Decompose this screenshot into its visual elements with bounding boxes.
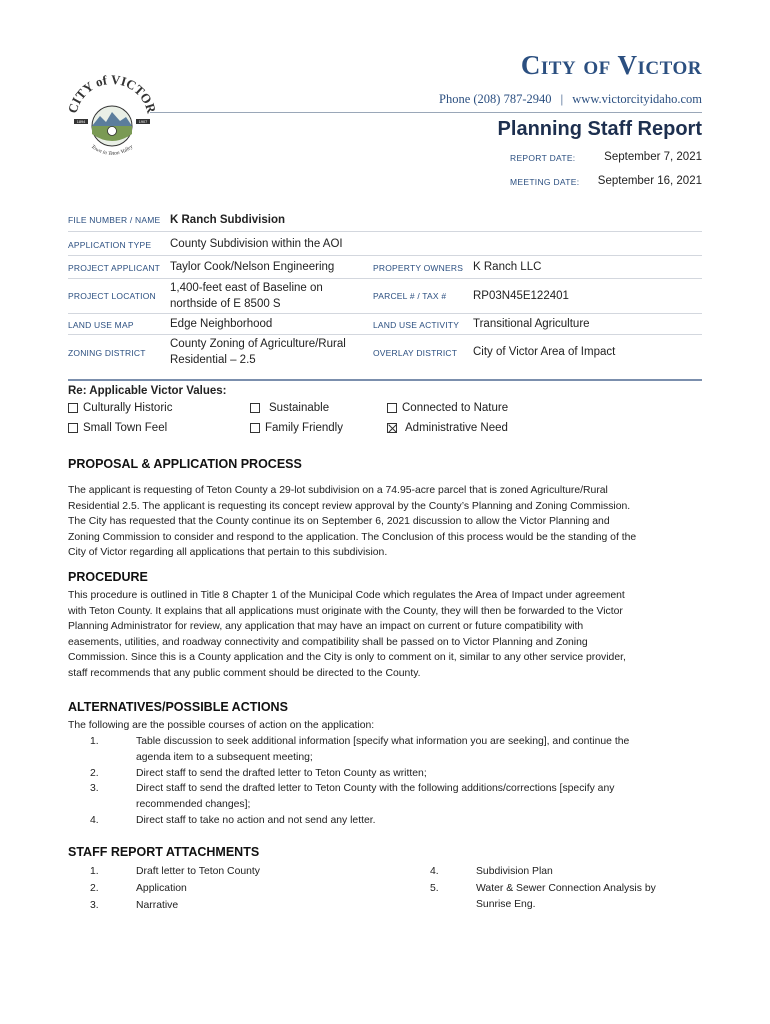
checkbox-label: Small Town Feel — [83, 422, 168, 434]
report-date-value: September 7, 2021 — [604, 151, 702, 163]
procedure-heading: PROCEDURE — [68, 570, 148, 584]
list-number: 5. — [430, 883, 439, 894]
attachment-item: Application — [136, 883, 187, 894]
table-divider — [68, 313, 702, 314]
logo-arc-text: CITY of VICTOR — [64, 71, 160, 115]
report-date-label: REPORT DATE: — [510, 153, 576, 163]
project-location-label: PROJECT LOCATION — [68, 291, 156, 301]
land-use-map-value: Edge Neighborhood — [170, 318, 273, 330]
table-divider — [68, 231, 702, 232]
property-owners-value: K Ranch LLC — [473, 261, 542, 273]
checkbox-label: Family Friendly — [265, 422, 343, 434]
list-number: 4. — [430, 866, 439, 877]
meeting-date-label: MEETING DATE: — [510, 177, 580, 187]
attachment-item: Draft letter to Teton County — [136, 866, 260, 877]
proposal-paragraph — [68, 483, 702, 561]
paragraph-line: The City has requested that the County continue its on September 6, 2021 discussion to allow the Victor Planning and — [68, 516, 610, 528]
overlay-district-value: City of Victor Area of Impact — [473, 346, 616, 358]
checkbox-box[interactable] — [250, 403, 260, 413]
checkbox-label: Connected to Nature — [402, 402, 509, 414]
application-type-label: APPLICATION TYPE — [68, 240, 152, 250]
attachments-heading: STAFF REPORT ATTACHMENTS — [68, 845, 260, 859]
paragraph-line: staff recommends that any public comment should be directed to the County. — [68, 667, 421, 679]
property-owners-label: PROPERTY OWNERS — [373, 263, 464, 273]
project-location-line2: northside of E 8500 S — [170, 298, 281, 310]
value-checkbox-connected-to-nature[interactable] — [387, 402, 508, 414]
list-item-line: Table discussion to seek additional information [specify what information you are seeking], and continue the — [136, 736, 630, 747]
list-item-line: Water & Sewer Connection Analysis by — [476, 883, 656, 894]
checkbox-label: Sustainable — [269, 402, 330, 414]
alternatives-intro: The following are the possible courses of action on the application: — [68, 720, 375, 731]
logo-year-left: 1894 — [76, 120, 86, 124]
city-seal-logo — [62, 68, 162, 168]
value-checkbox-culturally-historic[interactable] — [68, 402, 172, 414]
meeting-date-value: September 16, 2021 — [597, 175, 702, 187]
proposal-heading: PROPOSAL & APPLICATION PROCESS — [68, 457, 302, 471]
paragraph-line: This procedure is outlined in Title 8 Chapter 1 of the Municipal Code which regulates the Area of Impact under agreement — [68, 590, 625, 601]
list-number: 4. — [90, 815, 99, 826]
table-divider — [68, 278, 702, 279]
contact-line — [439, 92, 702, 107]
paragraph-line: Commission. Since this is a County application and the City is only to comment on it, similar to any other service provider, — [68, 652, 626, 664]
checkbox-box[interactable] — [68, 403, 78, 413]
list-item-line: Direct staff to send the drafted letter to Teton County with the following additions/corrections [specify any — [136, 783, 615, 794]
checkbox-box[interactable] — [387, 403, 397, 413]
zoning-district-label: ZONING DISTRICT — [68, 348, 146, 358]
zoning-district-line2: Residential – 2.5 — [170, 354, 256, 366]
city-name: City of Victor — [520, 50, 702, 80]
zoning-district-line1: County Zoning of Agriculture/Rural — [170, 338, 346, 350]
logo-year-right: 1907 — [138, 120, 148, 124]
paragraph-line: Zoning Commission to consider and respond to the application. The Conclusion of this process would be the standing of the — [68, 531, 637, 543]
list-number: 2. — [90, 768, 99, 779]
list-number: 2. — [90, 883, 99, 894]
checkbox-box[interactable] — [250, 423, 260, 433]
alternatives-heading: ALTERNATIVES/POSSIBLE ACTIONS — [68, 700, 288, 714]
paragraph-line: easements, utilities, and roadway connectivity and compatibility shall be passed on to Victor Planning and Zoning — [68, 636, 588, 648]
report-title: Planning Staff Report — [497, 118, 702, 140]
paragraph-line: The applicant is requesting of Teton County a 29-lot subdivision on a 74.95-acre parcel that is zoned Agriculture/Rural — [68, 485, 608, 496]
file-number-label: FILE NUMBER / NAME — [68, 215, 161, 225]
website-link[interactable]: www.victorcityidaho.com — [572, 92, 702, 106]
list-item-line: recommended changes]; — [136, 798, 251, 810]
values-divider — [68, 379, 702, 381]
list-number: 1. — [90, 736, 99, 747]
list-item — [136, 734, 706, 765]
value-checkbox-family-friendly[interactable] — [250, 422, 343, 434]
checkbox-box[interactable] — [68, 423, 78, 433]
logo-bottom-text: Town in Teton Valley — [89, 143, 135, 157]
parcel-value: RP03N45E122401 — [473, 290, 569, 302]
attachment-item: Narrative — [136, 900, 179, 911]
contact-separator: | — [560, 92, 564, 106]
list-item: Direct staff to send the drafted letter to Teton County as written; — [136, 768, 427, 779]
checkbox-label: Administrative Need — [405, 422, 508, 434]
list-item — [136, 781, 706, 812]
values-heading: Re: Applicable Victor Values: — [68, 385, 227, 397]
list-item-line: Sunrise Eng. — [476, 898, 536, 910]
checkbox-label: Culturally Historic — [83, 402, 173, 414]
list-item-line: agenda item to a subsequent meeting; — [136, 751, 313, 763]
parcel-label: PARCEL # / TAX # — [373, 291, 447, 301]
value-checkbox-small-town-feel[interactable] — [68, 422, 167, 434]
value-checkbox-sustainable[interactable] — [250, 402, 329, 414]
procedure-paragraph — [68, 588, 702, 682]
table-divider — [68, 255, 702, 256]
project-applicant-label: PROJECT APPLICANT — [68, 263, 161, 273]
file-number-value: K Ranch Subdivision — [170, 214, 286, 226]
list-number: 3. — [90, 900, 99, 911]
value-checkbox-administrative-need[interactable] — [387, 422, 508, 434]
land-use-activity-label: LAND USE ACTIVITY — [373, 320, 460, 330]
attachment-item: Subdivision Plan — [476, 866, 553, 877]
overlay-district-label: OVERLAY DISTRICT — [373, 348, 458, 358]
list-number: 3. — [90, 783, 99, 794]
checkbox-box-checked[interactable] — [387, 423, 397, 433]
project-location-line1: 1,400-feet east of Baseline on — [170, 282, 323, 294]
land-use-map-label: LAND USE MAP — [68, 320, 134, 330]
list-item: Direct staff to take no action and not send any letter. — [136, 815, 376, 826]
attachment-item — [476, 881, 656, 912]
table-divider — [68, 334, 702, 335]
paragraph-line: Residential 2.5. The applicant is requesting its concept review approval by the County’s Planning and Zoning Commission. — [68, 500, 631, 512]
paragraph-line: City of Victor regarding all applications that pertain to this subdivision. — [68, 547, 388, 559]
header-divider — [150, 112, 702, 113]
list-number: 1. — [90, 866, 99, 877]
paragraph-line: Planning Administrator for review, any application that may have an impact on current or future compatibility with — [68, 621, 584, 633]
application-type-value: County Subdivision within the AOI — [170, 238, 343, 250]
paragraph-line: with Teton County. It explains that all applications must originate with the County, they will then be forwarded to the Victor — [68, 605, 623, 617]
land-use-activity-value: Transitional Agriculture — [473, 318, 590, 330]
phone-number: Phone (208) 787-2940 — [439, 92, 552, 106]
project-applicant-value: Taylor Cook/Nelson Engineering — [170, 261, 335, 273]
